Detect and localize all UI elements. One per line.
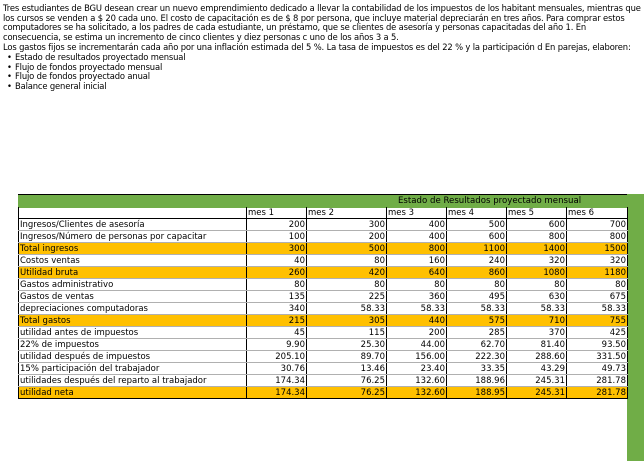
value-cell[interactable]: 188.96 (447, 375, 507, 387)
value-cell[interactable]: 80 (307, 279, 387, 291)
value-cell[interactable]: 62.70 (447, 339, 507, 351)
table-title-row[interactable] (18, 194, 627, 208)
table-row (19, 291, 628, 303)
problem-statement (3, 4, 643, 91)
row-label-cell[interactable]: Ingresos/Clientes de asesoría (19, 219, 247, 231)
row-label-cell[interactable]: Total gastos (19, 315, 247, 327)
value-cell[interactable]: 600 (447, 231, 507, 243)
value-cell[interactable]: 288.60 (507, 351, 567, 363)
value-cell[interactable]: 80 (247, 279, 307, 291)
header-corner-cell[interactable] (19, 207, 247, 219)
table-row (19, 327, 628, 339)
value-cell[interactable]: 33.35 (447, 363, 507, 375)
task-list (3, 53, 643, 91)
value-cell[interactable]: 205.10 (247, 351, 307, 363)
value-cell[interactable]: 300 (247, 243, 307, 255)
value-cell[interactable]: 640 (387, 267, 447, 279)
value-cell[interactable]: 13.46 (307, 363, 387, 375)
month-header-row (19, 207, 628, 219)
value-cell[interactable]: 44.00 (387, 339, 447, 351)
row-label-cell[interactable]: 22% de impuestos (19, 339, 247, 351)
row-label-cell[interactable]: 15% participación del trabajador (19, 363, 247, 375)
table-row (19, 267, 628, 279)
value-cell[interactable]: 160 (387, 255, 447, 267)
table-row (19, 279, 628, 291)
value-cell[interactable]: 58.33 (307, 303, 387, 315)
table-row (19, 387, 628, 399)
value-cell[interactable]: 755 (567, 315, 628, 327)
value-cell[interactable]: 860 (447, 267, 507, 279)
table-row (19, 231, 628, 243)
value-cell[interactable]: 135 (247, 291, 307, 303)
row-label-cell[interactable]: Utilidad bruta (19, 267, 247, 279)
task-list-item: • Estado de resultados proyectado mensual (7, 53, 643, 63)
value-cell[interactable]: 400 (387, 219, 447, 231)
task-list-item: • Flujo de fondos proyectado mensual (7, 63, 643, 73)
value-cell[interactable]: 89.70 (307, 351, 387, 363)
value-cell[interactable]: 245.31 (507, 375, 567, 387)
value-cell[interactable]: 156.00 (387, 351, 447, 363)
value-cell[interactable]: 285 (447, 327, 507, 339)
value-cell[interactable]: 58.33 (567, 303, 628, 315)
value-cell[interactable]: 49.73 (567, 363, 628, 375)
month-header-cell[interactable]: mes 5 (507, 207, 567, 219)
value-cell[interactable]: 9.90 (247, 339, 307, 351)
value-cell[interactable]: 58.33 (507, 303, 567, 315)
table-row (19, 315, 628, 327)
table-row (19, 339, 628, 351)
value-cell[interactable]: 43.29 (507, 363, 567, 375)
value-cell[interactable]: 260 (247, 267, 307, 279)
value-cell[interactable]: 222.30 (447, 351, 507, 363)
value-cell[interactable]: 1100 (447, 243, 507, 255)
intro-paragraph-2: Los gastos fijos se incrementarán cada año por una inflación estimada del 5 %. La tasa de impuestos es del 22 % y la participación d En parejas, elaboren: (3, 42, 631, 53)
value-cell[interactable]: 1400 (507, 243, 567, 255)
value-cell[interactable]: 400 (387, 231, 447, 243)
intro-paragraph-1: Tres estudiantes de BGU desean crear un nuevo emprendimiento dedicado a llevar la contabilidad de los impuestos de los habitant mensuales, mientras que los cursos se venden a $ 20 cada uno. El costo de capacitación es de $ 8 por persona, que incluye material depreciarán en tres años. Para comprar estos computadores se ha solicitado, a los padres de cada estudiante, un préstamo, que se clientes de asesoría y personas capacitadas del año 1. En consecuencia, se estima un incremento de cinco clientes y diez personas c uno de los años 3 a 5. (3, 3, 641, 42)
value-cell[interactable]: 93.50 (567, 339, 628, 351)
month-header-cell[interactable]: mes 1 (247, 207, 307, 219)
value-cell[interactable]: 700 (567, 219, 628, 231)
value-cell[interactable]: 305 (307, 315, 387, 327)
table-row (19, 303, 628, 315)
value-cell[interactable]: 320 (507, 255, 567, 267)
value-cell[interactable]: 80 (507, 279, 567, 291)
value-cell[interactable]: 115 (307, 327, 387, 339)
value-cell[interactable]: 76.25 (307, 375, 387, 387)
row-label-cell[interactable]: Total ingresos (19, 243, 247, 255)
value-cell[interactable]: 58.33 (387, 303, 447, 315)
row-label-cell[interactable]: depreciaciones computadoras (19, 303, 247, 315)
value-cell[interactable]: 58.33 (447, 303, 507, 315)
row-label-cell[interactable]: utilidad después de impuestos (19, 351, 247, 363)
value-cell[interactable]: 80 (387, 279, 447, 291)
value-cell[interactable]: 40 (247, 255, 307, 267)
value-cell[interactable]: 200 (307, 231, 387, 243)
month-header-cell[interactable]: mes 6 (567, 207, 628, 219)
row-label-cell[interactable]: utilidad neta (19, 387, 247, 399)
month-header-cell[interactable]: mes 3 (387, 207, 447, 219)
month-header-cell[interactable]: mes 2 (307, 207, 387, 219)
value-cell[interactable]: 174.34 (247, 375, 307, 387)
value-cell[interactable]: 174.34 (247, 387, 307, 399)
row-label-cell[interactable]: Ingresos/Número de personas por capacitar (19, 231, 247, 243)
table-row (19, 351, 628, 363)
value-cell[interactable]: 600 (507, 219, 567, 231)
value-cell[interactable]: 23.40 (387, 363, 447, 375)
value-cell[interactable]: 320 (567, 255, 628, 267)
month-header-cell[interactable]: mes 4 (447, 207, 507, 219)
value-cell[interactable]: 132.60 (387, 387, 447, 399)
value-cell[interactable]: 281.78 (567, 375, 628, 387)
value-cell[interactable]: 245.31 (507, 387, 567, 399)
value-cell[interactable]: 495 (447, 291, 507, 303)
value-cell[interactable]: 575 (447, 315, 507, 327)
value-cell[interactable]: 25.30 (307, 339, 387, 351)
value-cell[interactable]: 1500 (567, 243, 628, 255)
income-statement-table (18, 207, 628, 399)
task-list-item: • Balance general inicial (7, 82, 643, 92)
value-cell[interactable]: 132.60 (387, 375, 447, 387)
value-cell[interactable]: 225 (307, 291, 387, 303)
value-cell[interactable]: 80 (567, 279, 628, 291)
value-cell[interactable]: 45 (247, 327, 307, 339)
value-cell[interactable]: 800 (387, 243, 447, 255)
value-cell[interactable]: 360 (387, 291, 447, 303)
value-cell[interactable]: 331.50 (567, 351, 628, 363)
value-cell[interactable]: 675 (567, 291, 628, 303)
table-row (19, 255, 628, 267)
value-cell[interactable]: 425 (567, 327, 628, 339)
value-cell[interactable]: 800 (567, 231, 628, 243)
value-cell[interactable]: 80 (307, 255, 387, 267)
value-cell[interactable]: 370 (507, 327, 567, 339)
value-cell[interactable]: 340 (247, 303, 307, 315)
row-label-cell[interactable]: utilidades después del reparto al trabajador (19, 375, 247, 387)
table-row (19, 363, 628, 375)
table-row (19, 243, 628, 255)
row-label-cell[interactable]: utilidad antes de impuestos (19, 327, 247, 339)
value-cell[interactable]: 281.78 (567, 387, 628, 399)
value-cell[interactable]: 300 (307, 219, 387, 231)
table-row (19, 375, 628, 387)
value-cell[interactable]: 630 (507, 291, 567, 303)
value-cell[interactable]: 1080 (507, 267, 567, 279)
value-cell[interactable]: 100 (247, 231, 307, 243)
value-cell[interactable]: 440 (387, 315, 447, 327)
value-cell[interactable]: 240 (447, 255, 507, 267)
value-cell[interactable]: 710 (507, 315, 567, 327)
value-cell[interactable]: 30.76 (247, 363, 307, 375)
task-list-item: • Flujo de fondos proyectado anual (7, 72, 643, 82)
value-cell[interactable]: 200 (247, 219, 307, 231)
value-cell[interactable]: 800 (507, 231, 567, 243)
value-cell[interactable]: 215 (247, 315, 307, 327)
table-row (19, 219, 628, 231)
value-cell[interactable]: 500 (447, 219, 507, 231)
value-cell[interactable]: 420 (307, 267, 387, 279)
value-cell[interactable]: 76.25 (307, 387, 387, 399)
value-cell[interactable]: 188.95 (447, 387, 507, 399)
row-label-cell[interactable]: Costos ventas (19, 255, 247, 267)
row-label-cell[interactable]: Gastos administrativo (19, 279, 247, 291)
value-cell[interactable]: 500 (307, 243, 387, 255)
value-cell[interactable]: 200 (387, 327, 447, 339)
value-cell[interactable]: 80 (447, 279, 507, 291)
value-cell[interactable]: 1180 (567, 267, 628, 279)
value-cell[interactable]: 81.40 (507, 339, 567, 351)
column-header-fill (627, 194, 644, 461)
row-label-cell[interactable]: Gastos de ventas (19, 291, 247, 303)
table-title: Estado de Resultados proyectado mensual (398, 196, 582, 206)
